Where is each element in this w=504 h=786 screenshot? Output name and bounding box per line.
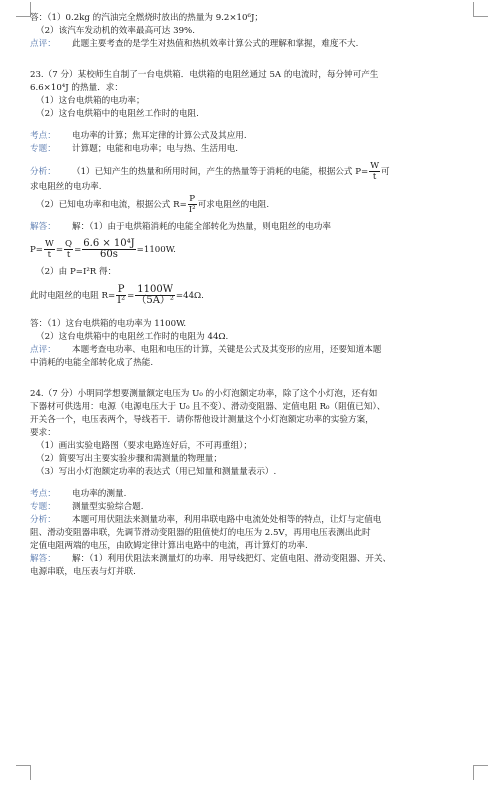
kaodian-text: 电功率的测量. <box>72 489 127 499</box>
q23-answer-line-1: 答：（1）这台电烘箱的电功率为 1100W. <box>30 319 187 329</box>
crop-mark-bottom-left <box>16 765 31 780</box>
q23-fenxi-line-2: 求电阻丝的电功率. <box>30 182 102 192</box>
fenxi-text: （1）已知产生的热量和所用时间，产生的热量等于消耗的电能，根据公式 P= <box>72 167 369 177</box>
q23-zhuanti <box>30 143 476 156</box>
prev-answer-line-2: （2）该汽车发动机的效率最高可达 39%. <box>36 26 195 36</box>
q23-subquestion-1: （1）这台电烘箱的电功率； <box>36 96 145 106</box>
q24-subquestion-2: （2）简要写出主要实验步骤和需测量的物理量； <box>36 454 222 464</box>
comment-text: 本题考查电功率、电阻和电压的计算，关键是公式及其变形的应用，还要知道本题 <box>72 345 382 355</box>
crop-mark-top-left <box>16 2 31 17</box>
kaodian-label: 考点： <box>30 131 56 141</box>
fenxi-text: 本题可用伏阻法来测量功率，利用串联电路中电流处处相等的特点，让灯与定值电 <box>72 515 382 525</box>
jieda-text: 解：（1）由于电烘箱消耗的电能全部转化为热量，则电阻丝的电功率 <box>72 222 331 232</box>
q23-fenxi-line-1: 分析： （1）已知产生的热量和所用时间，产生的热量等于消耗的电能，根据公式 P= $\frac{W}{t}$ 可 <box>30 161 390 182</box>
q24-fenxi-line-1 <box>30 514 476 527</box>
prev-comment <box>30 38 476 51</box>
q24-subquestion-3: （3）写出小灯泡额定功率的表达式（用已知量和测量量表示）. <box>36 467 277 477</box>
q24-fenxi-line-3: 定值电阻两端的电压，由欧姆定律计算出电路中的电流，再计算灯的功率. <box>30 541 308 551</box>
fraction-p-over-i2: $\frac{P}{\text{I²}}$ <box>188 194 196 215</box>
q23-answer-line-2: （2）这台电烘箱中的电阻丝工作时的电阻为 44Ω. <box>36 332 229 342</box>
q24-jieda-line-2: 电源串联，电压表与灯并联. <box>30 567 136 577</box>
q23-stem-line-1: 23.（7 分）某校师生自制了一台电烘箱．电烘箱的电阻丝通过 5A 的电流时，每分钟可产生 <box>30 70 379 80</box>
q24-jieda-line-1 <box>30 553 476 566</box>
q24-stem-line-1: 24.（7 分）小明同学想要测量额定电压为 U₀ 的小灯泡额定功率，除了这个小灯泡，还有如 <box>30 389 378 399</box>
q24-stem-line-2: 下器材可供选用：电源（电源电压大于 U₀ 且不变）、滑动变阻器、定值电阻 R₀（阻值已知）、 <box>30 402 386 412</box>
q23-formula-power: P= $\frac{W}{t}$ = $\frac{Q}{t}$ = $\frac{\text{6.6 × 10⁴J}}{60s}$ =1100W. <box>30 238 176 260</box>
comment-text: 此题主要考查的是学生对热值和热机效率计算公式的理解和掌握，难度不大. <box>72 39 359 49</box>
q23-solution-part-2: （2）由 P=I²R 得： <box>36 267 117 277</box>
zhuanti-text: 计算题；电能和电功率；电与热、生活用电. <box>72 144 239 154</box>
prev-answer-line-1: 答：（1）0.2kg 的汽油完全燃烧时放出的热量为 9.2×10⁶J； <box>30 13 263 23</box>
jieda-text: 解：（1）利用伏阻法来测量灯的功率．用导线把灯、定值电阻、滑动变阻器、开关、 <box>72 554 392 564</box>
q24-stem-line-3: 开关各一个，电压表两个，导线若干．请你帮他设计测量这个小灯泡额定功率的实验方案， <box>30 415 374 425</box>
zhuanti-label: 专题： <box>30 502 56 512</box>
q23-comment-line-2: 中消耗的电能全部转化成了热能. <box>30 358 154 368</box>
jieda-label: 解答： <box>30 554 56 564</box>
q23-comment-line-1 <box>30 344 476 357</box>
q23-subquestion-2: （2）这台电烘箱中的电阻丝工作时的电阻. <box>36 109 199 119</box>
crop-mark-bottom-right <box>473 765 488 780</box>
q24-zhuanti <box>30 501 476 514</box>
kaodian-label: 考点： <box>30 489 56 499</box>
q23-formula-resistance: 此时电阻丝的电阻 R= $\frac{P}{\text{I²}}$ = $\frac{1100W}{\text{（5A）²}}$ =44Ω. <box>30 284 204 306</box>
q23-jieda <box>30 221 476 234</box>
zhuanti-text: 测量型实验综合题. <box>72 502 144 512</box>
q23-fenxi-line-3: （2）已知电功率和电流，根据公式 R= $\frac{P}{\text{I²}}$ 可求电阻丝的电阻. <box>36 194 270 215</box>
fenxi-label: 分析： <box>30 515 56 525</box>
jieda-label: 解答： <box>30 222 56 232</box>
comment-label: 点评： <box>30 345 56 355</box>
zhuanti-label: 专题： <box>30 144 56 154</box>
comment-label: 点评： <box>30 39 56 49</box>
fraction-w-over-t: $\frac{W}{t}$ <box>370 161 380 182</box>
q24-fenxi-line-2: 阻、滑动变阻器串联，先调节滑动变阻器的阻值使灯的电压为 2.5V，再用电压表测出此时 <box>30 528 371 538</box>
q24-kaodian <box>30 488 476 501</box>
q24-stem-line-4: 要求： <box>30 428 56 438</box>
q24-subquestion-1: （1）画出实验电路图（要求电路连好后，不可再重组）； <box>36 441 253 451</box>
kaodian-text: 电功率的计算；焦耳定律的计算公式及其应用. <box>72 131 247 141</box>
document-page <box>30 12 476 579</box>
q23-kaodian <box>30 130 476 143</box>
q23-stem-line-2: 6.6×10⁴J 的热量．求： <box>30 83 123 93</box>
fenxi-label: 分析： <box>30 167 56 177</box>
